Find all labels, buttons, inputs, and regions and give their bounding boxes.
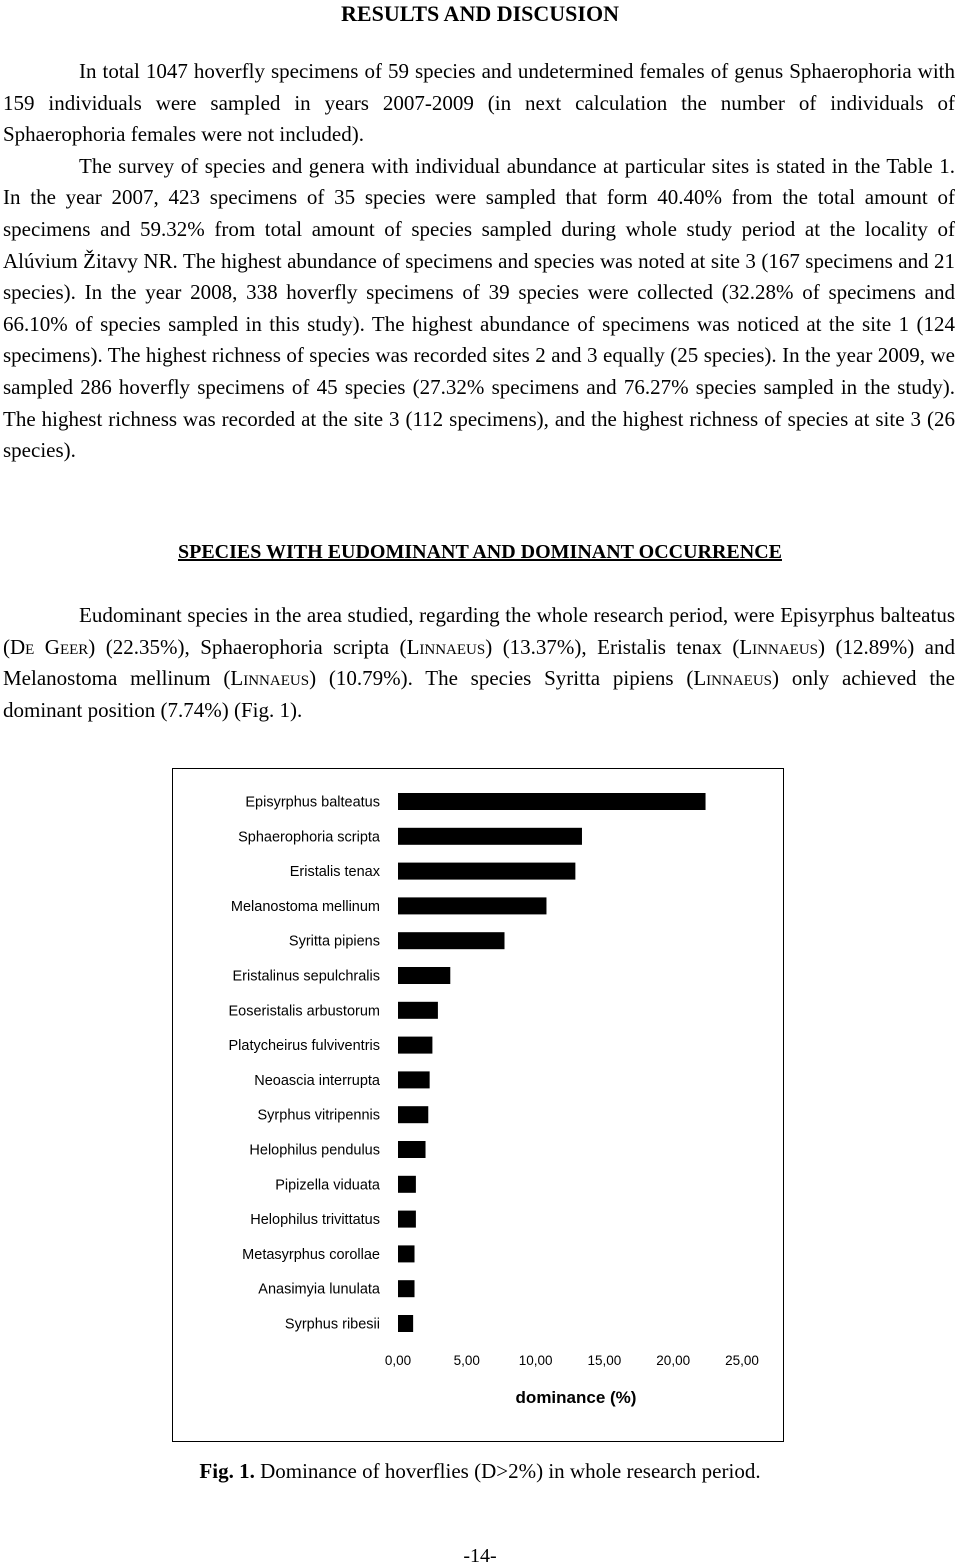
bar: [398, 1071, 430, 1088]
page-number: -14-: [463, 1545, 497, 1567]
bar: [398, 1245, 415, 1262]
dominance-text: [3, 600, 955, 726]
category-label: Eristalis tenax: [289, 864, 380, 881]
bar: [398, 1280, 415, 1297]
dominance-text-5: ) (10.79%). The species Syritta pipiens (: [309, 666, 694, 691]
dominance-text-1: Eudominant species in the area studied, regarding the whole research period, were Episyrphus balteatus (: [3, 603, 955, 659]
bar: [398, 863, 575, 880]
bar: [398, 1106, 428, 1123]
category-label: Pipizella viduata: [275, 1177, 380, 1194]
dominance-chart-frame: [172, 768, 784, 1442]
category-label: Syrphus vitripennis: [257, 1107, 380, 1124]
dominance-paragraph: [3, 600, 955, 726]
category-label: Episyrphus balteatus: [245, 794, 380, 811]
category-label: Eristalinus sepulchralis: [232, 968, 380, 985]
bar: [398, 1037, 432, 1054]
category-label: Helophilus pendulus: [249, 1142, 380, 1159]
results-text: [3, 56, 955, 467]
bar: [398, 932, 505, 949]
category-label: Melanostoma mellinum: [230, 898, 380, 915]
results-paragraph-1: In total 1047 hoverfly specimens of 59 species and undetermined females of genus Sphaerophoria with 159 individuals were sampled in years 2007-2009 (in next calculation the number of individuals of Sphaerophoria females were not included).: [3, 59, 955, 147]
category-label: Metasyrphus corollae: [242, 1246, 380, 1263]
bar: [398, 897, 546, 914]
author-2: Linnaeus: [406, 634, 486, 659]
x-tick-label: 25,00: [725, 1353, 759, 1368]
bar: [398, 1315, 413, 1332]
figure-caption-text: Dominance of hoverflies (D>2%) in whole research period.: [254, 1459, 761, 1483]
section-heading: SPECIES WITH EUDOMINANT AND DOMINANT OCCURRENCE: [178, 541, 782, 563]
bar: [398, 828, 582, 845]
dominance-text-2: ) (22.35%), Sphaerophoria scripta (: [88, 634, 407, 659]
x-tick-label: 10,00: [518, 1353, 553, 1368]
x-axis-title: dominance (%): [515, 1388, 637, 1407]
dominance-text-3: ) (13.37%), Eristalis tenax (: [485, 634, 740, 659]
author-4: Linnaeus: [230, 666, 310, 691]
figure-label: Fig. 1.: [199, 1459, 255, 1483]
bar: [398, 793, 706, 810]
category-label: Syrphus ribesii: [284, 1316, 380, 1333]
category-label: Sphaerophoria scripta: [238, 829, 380, 846]
dominance-bar-chart: [173, 769, 783, 1441]
category-label: Syritta pipiens: [288, 933, 380, 950]
results-paragraph-2: The survey of species and genera with individual abundance at particular sites is stated in the Table 1. In the year 2007, 423 specimens of 35 species were sampled that form 40.40% from the total amount of specimens and 59.32% from total amount of species sampled during whole study period at the locality of Alúvium Žitavy NR. The highest abundance of specimens and species was noted at site 3 (167 specimens and 21 species). In the year 2008, 338 hoverfly specimens of 39 species were collected (32.28% of specimens and 66.10% of species sampled in this study). The highest abundance of specimens was noticed at the site 1 (124 specimens). The highest richness of species was recorded sites 2 and 3 equally (25 species). In the year 2009, we sampled 286 hoverfly specimens of 45 species (27.32% specimens and 76.27% species sampled in the study). The highest richness was recorded at the site 3 (112 specimens), and the highest richness of species at site 3 (26 species).: [3, 153, 955, 463]
category-label: Neoascia interrupta: [254, 1072, 380, 1089]
bar: [398, 967, 450, 984]
results-heading: RESULTS AND DISCUSION: [341, 1, 619, 26]
author-3: Linnaeus: [739, 634, 819, 659]
x-tick-label: 20,00: [656, 1353, 691, 1368]
x-tick-label: 15,00: [587, 1353, 622, 1368]
category-label: Helophilus trivittatus: [250, 1212, 380, 1229]
x-tick-label: 5,00: [453, 1353, 480, 1368]
figure-caption: [0, 1457, 960, 1485]
category-label: Anasimyia lunulata: [258, 1281, 380, 1298]
category-label: Platycheirus fulviventris: [228, 1038, 380, 1055]
x-tick-label: 0,00: [384, 1353, 412, 1368]
bar: [398, 1211, 416, 1228]
bar: [398, 1176, 416, 1193]
bar: [398, 1002, 438, 1019]
dominance-text-6: ) only achieved the dominant position (7.74%) (Fig. 1).: [3, 666, 956, 722]
author-1: De Geer: [10, 634, 89, 659]
bar: [398, 1141, 426, 1158]
author-5: Linnaeus: [693, 666, 773, 691]
category-label: Eoseristalis arbustorum: [228, 1003, 380, 1020]
dominance-text-4: ) (12.89%) and Melanostoma mellinum (: [3, 634, 956, 691]
